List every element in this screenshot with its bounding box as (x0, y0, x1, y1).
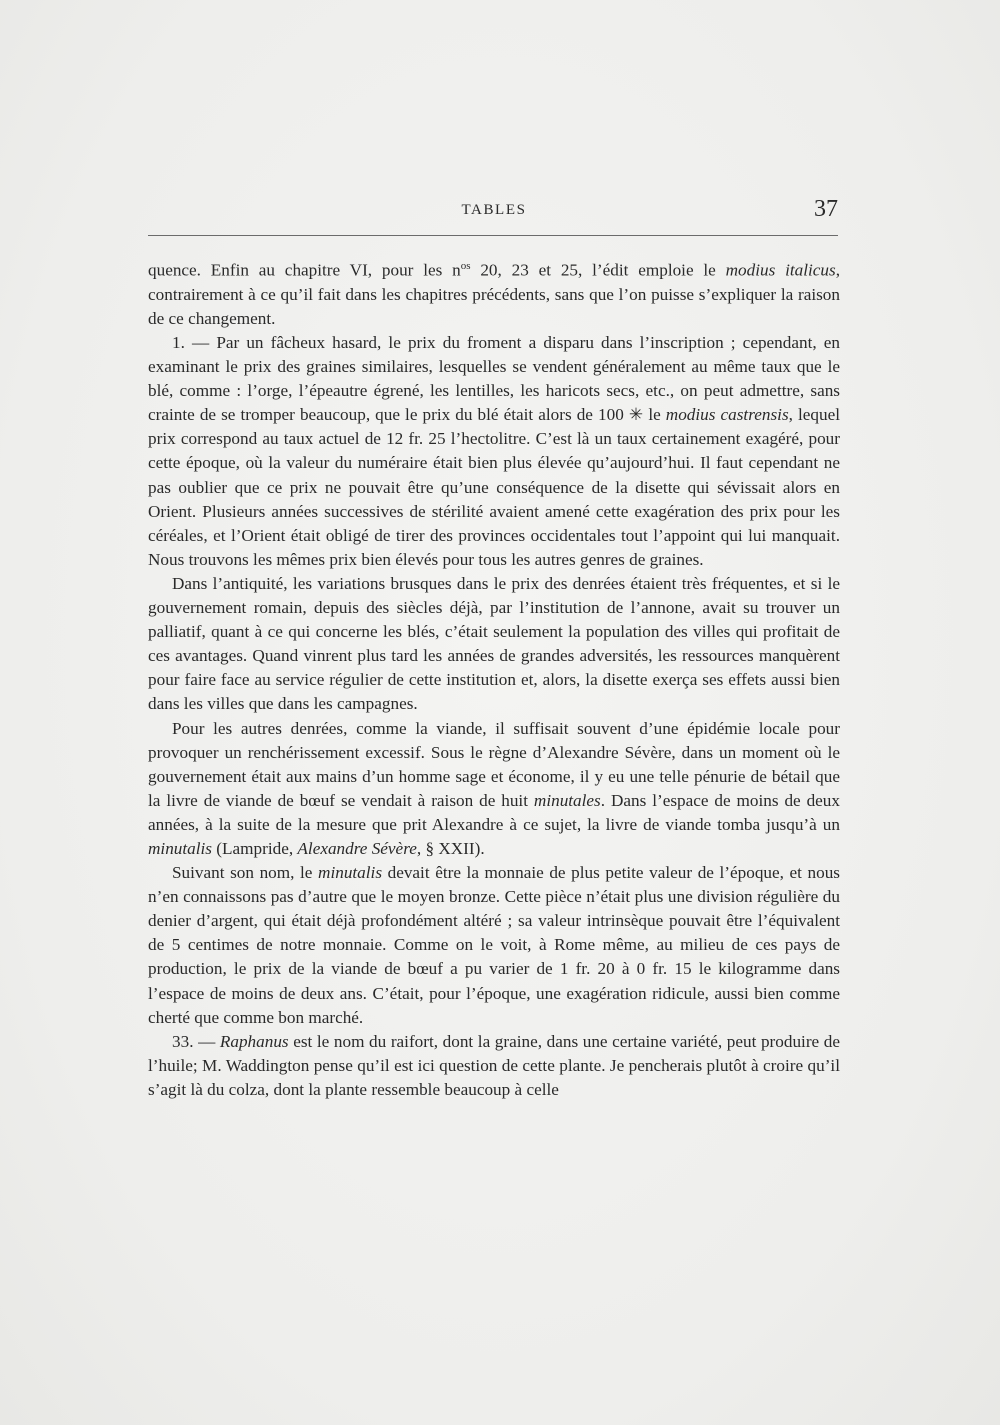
italic-term: minutales (533, 790, 601, 810)
text-run: Dans l’antiquité, les variations brusques dans le prix des denrées étaient très fréquentes, et si le gouvernement romain, depuis des siècles déjà, par l’institution de l’annone, avait su trouver un palliatif, quant à ce qui concerne les blés, c’était seulement la population des villes qui profitait de ces avantages. Quand vinrent plus tard les années de grandes adversités, les ressources manquèrent pour faire face au service régulier de cette institution et, alors, la disette exerça ses effets aussi bien dans les villes que dans les campagnes. (148, 573, 840, 714)
text-run: , contrairement à ce qu’il fait dans les chapitres précédents, sans que l’on puisse s’expliquer la raison de ce changement. (148, 260, 840, 328)
text-run: . Dans l’espace de moins de deux années, à la suite de la mesure que prit Alexandre à ce sujet, la livre de viande tomba jusqu’à un (148, 790, 840, 834)
italic-term: minutalis (318, 863, 383, 883)
running-header (148, 196, 840, 230)
text-run: 33. — (172, 1031, 220, 1051)
text-run: (Lampride, (211, 838, 298, 858)
text-run: Suivant son nom, le (172, 863, 319, 883)
italic-term: Alexandre Sévère (297, 838, 417, 858)
italic-term: modius castrensis (665, 405, 789, 425)
text-run: Pour les autres denrées, comme la viande, il suffisait souvent d’une épidémie locale pour provoquer un renchérissement excessif. Sous le règne d’Alexandre Sévère, dans un moment où le gouvernement était aux mains d’un homme sage et économe, il y eu une telle pénurie de bétail que la livre de viande de bœuf se vendait à raison de huit (148, 718, 840, 810)
italic-term: modius italicus (725, 260, 836, 280)
text-run: 20, 23 et 25, l’édit emploie le (470, 260, 726, 280)
paragraph (148, 861, 840, 1030)
text-run: , lequel prix correspond au taux actuel de 12 fr. 25 l’hectolitre. C’est là un taux certainement exagéré, pour cette époque, où la valeur du numéraire était bien plus élevée qu’aujourd’hui. Il faut cependant ne pas oublier que ce prix ne pouvait être qu’une conséquence de la disette qui sévissait alors en Orient. Plusieurs années successives de stérilité avaient amené cette exagération des prix pour les céréales, et l’Orient était obligé de tirer des provinces occidentales tout l’appoint qui lui manquait. Nous trouvons les mêmes prix bien élevés pour tous les autres genres de graines. (148, 405, 840, 569)
text-run: 1. — Par un fâcheux hasard, le prix du froment a disparu dans l’inscription ; cependant, en examinant le prix des graines similaires, lesquelles se vendent généralement au même taux que le blé, comme : l’orge, l’épeautre égrené, les lentilles, les haricots secs, etc., on peut admettre, sans crainte de se tromper beaucoup, que le prix du blé était alors de 100 ✳ le (148, 333, 840, 425)
paragraph (148, 717, 840, 862)
text-run: , § XXII). (416, 838, 485, 858)
paragraph (148, 572, 840, 717)
body-text (148, 254, 840, 1102)
paragraph (148, 1030, 840, 1102)
text-run: quence. Enfin au chapitre VI, pour les n (148, 260, 461, 280)
running-title: TABLES (461, 202, 527, 218)
page-number: 37 (814, 196, 838, 222)
paragraph (148, 254, 840, 331)
italic-term: Raphanus (219, 1031, 289, 1051)
text-run: est le nom du raifort, dont la graine, dans une certaine variété, peut produire de l’huile; M. Waddington pense qu’il est ici question de cette plante. Je pencherais plutôt à croire qu’il s’agit là du colza, dont la plante ressemble beaucoup à celle (148, 1031, 840, 1099)
text-run: devait être la monnaie de plus petite valeur de l’époque, et nous n’en connaissons pas d’autre que le moyen bronze. Cette pièce n’était plus une division régulière du denier d’argent, qui était déjà profondément altéré ; sa valeur intrinsèque pouvait être l’équivalent de 5 centimes de notre monnaie. Comme on le voit, à Rome même, au milieu de ces pays de production, le prix de la viande de bœuf a pu varier de 1 fr. 20 à 0 fr. 15 le kilogramme dans l’espace de moins de deux ans. C’était, pour l’époque, une exagération ridicule, aussi bien comme cherté que comme bon marché. (148, 863, 840, 1027)
paragraph (148, 331, 840, 572)
header-rule (148, 235, 838, 236)
superscript: os (460, 260, 471, 272)
italic-term: minutalis (148, 838, 212, 858)
